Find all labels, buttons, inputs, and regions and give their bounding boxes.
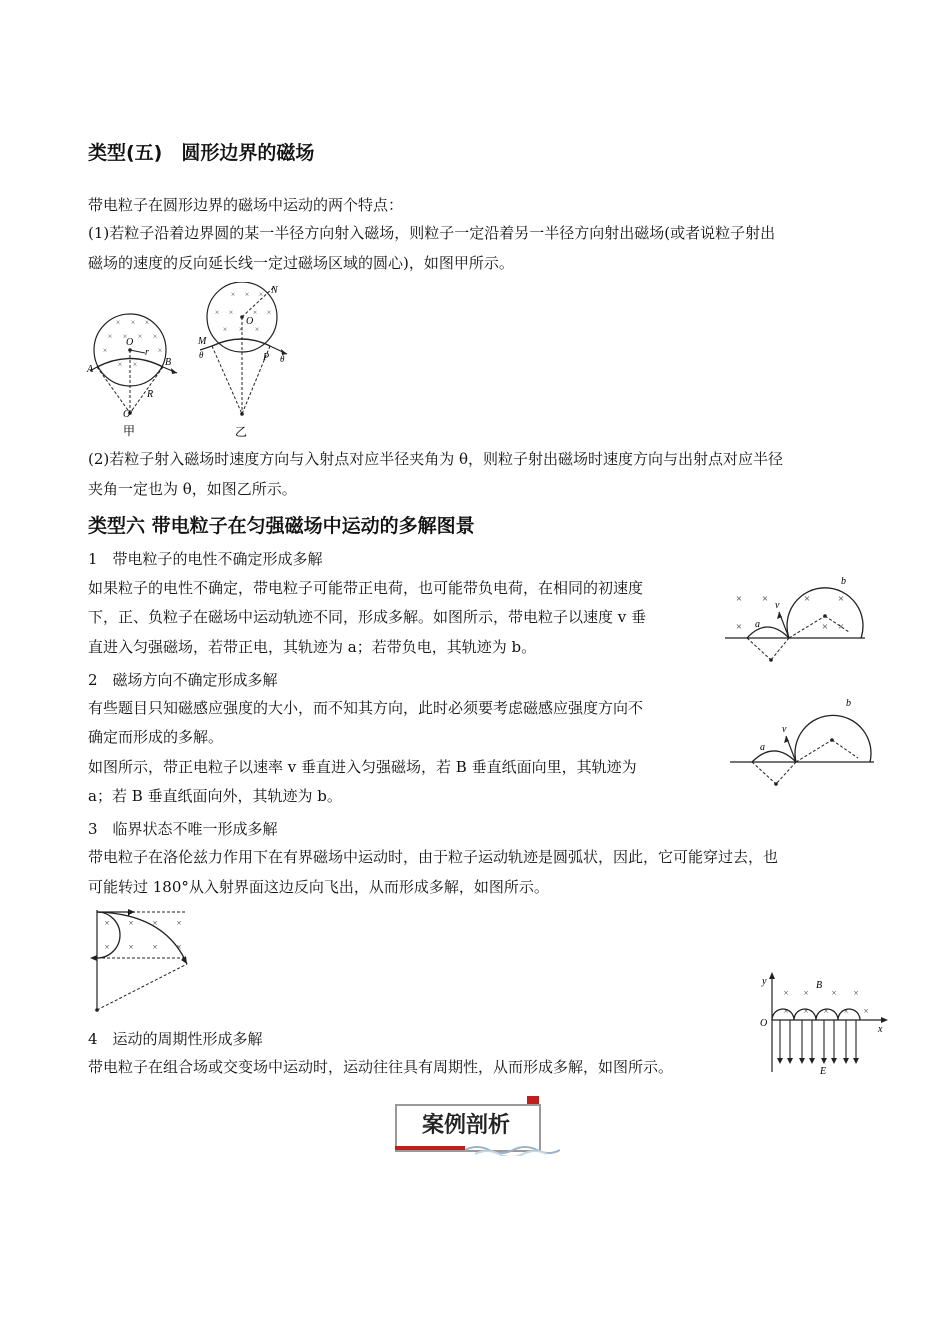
svg-text:×: × [176,942,182,952]
s4-fig-y: y [762,976,767,987]
svg-text:×: × [128,918,134,928]
svg-text:×: × [176,918,182,928]
s2-fig-b: b [846,698,851,709]
section5-p1-line2: 磁场的速度的反向延长线一定过磁场区域的圆心)，如图甲所示。 [88,254,514,272]
svg-text:×: × [144,318,150,327]
svg-text:×: × [102,346,108,355]
badge-red-accent-bottom [395,1146,465,1150]
svg-text:×: × [803,988,809,998]
svg-text:×: × [831,988,837,998]
s2-line3: 如图所示，带正电粒子以速率 v 垂直进入匀强磁场，若 B 垂直纸面向里，其轨迹为 [88,758,637,776]
svg-text:×: × [132,360,138,369]
svg-text:×: × [152,332,158,341]
svg-text:×: × [115,318,121,327]
s2-heading: 2 磁场方向不确定形成多解 [88,671,278,689]
svg-text:×: × [222,325,228,334]
svg-text:×: × [152,918,158,928]
jia-label-R: R [147,389,154,400]
svg-text:×: × [837,593,845,605]
svg-text:×: × [104,918,110,928]
s2-line4: a；若 B 垂直纸面向外，其轨迹为 b。 [88,787,342,805]
svg-text:×: × [803,593,811,605]
svg-text:×: × [863,1006,869,1016]
s1-fig-v: v [775,600,780,611]
s2-fig-v: v [782,724,787,735]
case-analysis-badge [395,1096,560,1156]
s3-fig-v: v [127,908,131,918]
section5-p2-line1: (2)若粒子射入磁场时速度方向与入射点对应半径夹角为 θ，则粒子射出磁场时速度方向与出射点对应半径 [88,450,784,468]
s3-line1: 带电粒子在洛伦兹力作用下在有界磁场中运动时，由于粒子运动轨迹是圆弧状，因此，它可能穿过去，也 [88,848,779,866]
svg-text:×: × [761,593,769,605]
s1-line3: 直进入匀强磁场，若带正电，其轨迹为 a；若带负电，其轨迹为 b。 [88,638,537,656]
svg-text:×: × [254,325,260,334]
svg-text:×: × [258,290,264,299]
jia-caption: 甲 [123,424,136,438]
s4-fig-x: x [878,1024,883,1035]
svg-text:×: × [803,1006,809,1016]
jia-label-O: O [126,337,134,348]
jia-label-B: B [165,357,172,368]
svg-text:×: × [735,593,743,605]
s3-heading: 3 临界状态不唯一形成多解 [88,820,278,838]
svg-text:×: × [137,332,143,341]
svg-text:×: × [214,308,220,317]
section5-p2-line2: 夹角一定也为 θ，如图乙所示。 [88,480,297,498]
s1-line2: 下，正、负粒子在磁场中运动轨迹不同，形成多解。如图所示，带电粒子以速度 v 垂 [88,608,647,626]
yi-label-P: P [263,352,270,363]
svg-text:×: × [104,942,110,952]
svg-text:×: × [230,290,236,299]
svg-text:×: × [837,621,845,633]
s4-line1: 带电粒子在组合场或交变场中运动时，运动往往具有周期性，从而形成多解，如图所示。 [88,1058,674,1076]
s4-heading: 4 运动的周期性形成多解 [88,1030,263,1048]
s3-line2: 可能转过 180°从入射界面这边反向飞出，从而形成多解，如图所示。 [88,878,549,896]
yi-label-theta-right: θ [280,354,285,364]
jia-label-r: r [145,347,149,358]
s1-fig-a: a [755,619,760,630]
section6-title: 类型六 带电粒子在匀强磁场中运动的多解图景 [88,515,475,537]
yi-caption: 乙 [235,425,248,439]
figure-field-direction [730,694,880,790]
figure-jia [85,305,190,440]
svg-text:×: × [244,290,250,299]
svg-text:×: × [735,621,743,633]
s4-fig-B: B [816,980,823,991]
s1-fig-b: b [841,576,846,587]
jia-label-A: A [87,364,94,375]
s4-fig-E: E [820,1066,827,1076]
figure-periodic-motion [758,968,893,1076]
svg-text:×: × [130,318,136,327]
section5-p1-line1: (1)若粒子沿着边界圆的某一半径方向射入磁场，则粒子一定沿着另一半径方向射出磁场(或者说粒子射出 [88,224,776,242]
svg-text:×: × [783,1006,789,1016]
yi-label-N: N [271,285,278,296]
jia-label-O2: O′ [123,409,133,420]
svg-text:×: × [228,308,234,317]
s2-fig-a: a [760,742,765,753]
s1-heading: 1 带电粒子的电性不确定形成多解 [88,550,323,568]
badge-wave-decoration [465,1142,560,1156]
figure-critical-state [85,906,195,1014]
svg-text:×: × [157,346,163,355]
svg-text:×: × [238,325,244,334]
svg-text:×: × [821,621,829,633]
yi-label-O: O [246,316,254,327]
svg-text:×: × [122,332,128,341]
svg-text:×: × [783,988,789,998]
figure-yi [195,282,295,442]
svg-text:×: × [152,942,158,952]
svg-text:×: × [823,1006,829,1016]
svg-text:×: × [266,308,272,317]
section5-title: 类型(五) 圆形边界的磁场 [88,142,315,164]
badge-label: 案例剖析 [421,1113,510,1138]
s2-line1: 有些题目只知磁感应强度的大小，而不知其方向，此时必须要考虑磁感应强度方向不 [88,699,644,717]
svg-text:×: × [107,332,113,341]
section5-intro: 带电粒子在圆形边界的磁场中运动的两个特点： [88,196,404,214]
svg-text:×: × [853,988,859,998]
svg-text:×: × [843,1006,849,1016]
s1-line1: 如果粒子的电性不确定，带电粒子可能带正电荷，也可能带负电荷，在相同的初速度 [88,579,644,597]
s2-line2: 确定而形成的多解。 [88,728,224,746]
s4-fig-O: O [760,1018,768,1029]
svg-text:×: × [128,942,134,952]
yi-label-theta-left: θ [199,350,204,360]
yi-label-M: M [198,336,207,347]
figure-charge-sign [725,572,875,667]
svg-text:×: × [252,308,258,317]
svg-text:×: × [117,360,123,369]
